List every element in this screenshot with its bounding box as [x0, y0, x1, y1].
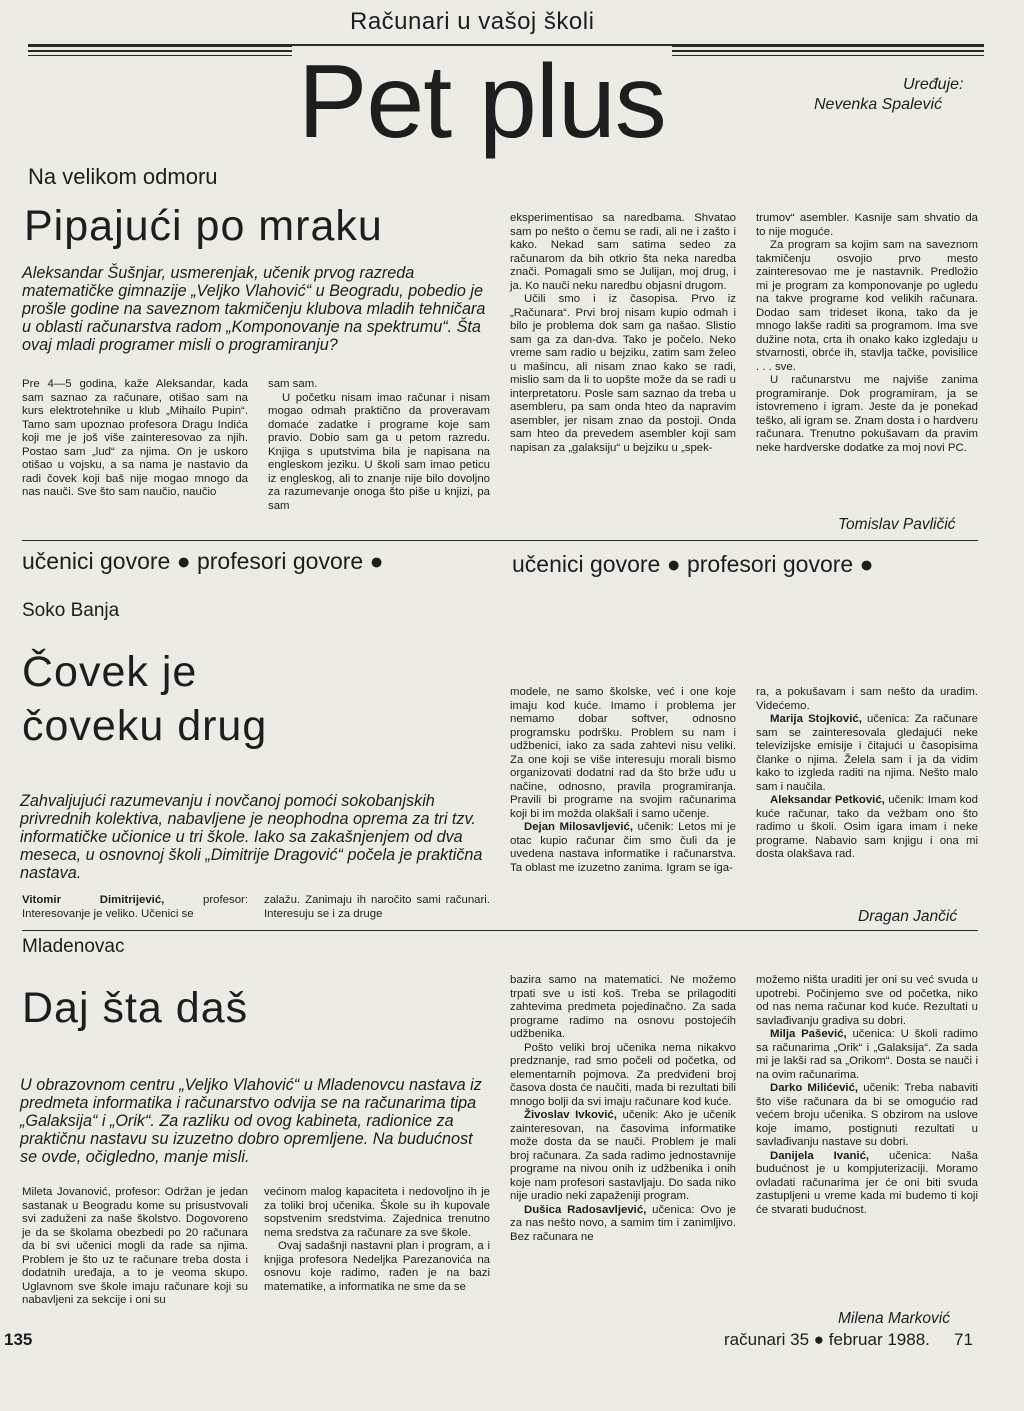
paragraph: Dejan Milosavljević, učenik: Letos mi je otac kupio računar čim smo čuli da je uvedena nastava informatike i računarstva. Ta oblast me izuzetno zanima. Igram se iga- [510, 821, 736, 874]
paragraph: bazira samo na matematici. Ne možemo trpati sve u isti koš. Treba se prilagoditi zahtevima predmeta pojedinačno. Za sada programe radimo na osnovu postojećih udžbenika. [510, 974, 736, 1040]
article1-kicker: Na velikom odmoru [28, 164, 218, 189]
speaker-name: Darko Milićević, [770, 1082, 859, 1094]
article2-title-line2: čoveku drug [22, 702, 268, 750]
article2-col3 [510, 686, 736, 875]
paragraph: zalažu. Zanimaju ih naročito sami računari. Interesuju se i za druge [264, 894, 490, 920]
speaker-name: Vitomir Dimitrijević, [22, 894, 165, 906]
article2-col2 [264, 894, 490, 921]
paragraph: Danijela Ivanić, učenica: Naša budućnost je u kompjuterizaciji. Moramo ovladati računarima jer će oni biti svuda zastupljeni u vreme kada mi budemo ti koji će stvarati budućnost. [756, 1149, 978, 1216]
article3-author: Milena Marković [838, 1310, 950, 1327]
paragraph: eksperimentisao sa naredbama. Shvatao sam po nešto o čemu se radi, ali ne i zašto i kako. Nekad sam satima sedeo za računarom da bih otkrio šta neka naredba znači. Pomagali smo se Julijan, moj drug, i ja. Ko nauči neku naredbu objasni drugom. [510, 212, 736, 292]
paragraph: U računarstvu me najviše zanima programiranje. Dok programiram, ja se istovremeno i igram. Jeste da je ponekad teško, ali igram se. Znam dosta i o hardveru računara. Trenutno pokušavam da pravim neke hardverske dodatke za moj novi PC. [756, 374, 978, 454]
banner-left: učenici govore ● profesori govore ● [22, 548, 384, 574]
article2-author: Dragan Jančić [858, 908, 958, 925]
article3-lead: U obrazovnom centru „Veljko Vlahović“ u Mladenovcu nastava iz predmeta informatika i računarstvo odvija se na računarima tipa „Galaksija“ i „Orik“. Za razliku od ovog kabineta, radionice za praktičnu nastavu su izuzetno dobro opremljene. Na budućnost se ovde, očigledno, manje misli. [20, 1076, 482, 1166]
article2-kicker: Soko Banja [22, 600, 120, 621]
article3-rule [22, 930, 978, 931]
article3-title: Daj šta daš [22, 984, 249, 1032]
article1-col3 [510, 212, 736, 455]
article3-col4 [756, 974, 978, 1217]
paragraph: Dušica Radosavljević, učenica: Ovo je za nas nešto novo, a samim tim i zanimljivo. Bez računara ne [510, 1203, 736, 1243]
speaker-name: Marija Stojković, [770, 713, 862, 725]
speaker-name: Milja Pašević, [770, 1028, 847, 1040]
article1-lead: Aleksandar Šušnjar, usmerenjak, učenik prvog razreda matematičke gimnazije „Veljko Vlahović“ u Beogradu, pobedio je prošle godine na saveznom takmičenju klubova mladih tehničara u oblasti računarstva radom „Komponovanje na spektrumu“. Šta ovaj mladi programer misli o programiranju? [22, 264, 486, 354]
editor-label: Uređuje: [903, 76, 964, 93]
paragraph: Vitomir Dimitrijević, profesor: Interesovanje je veliko. Učenici se [22, 894, 248, 920]
paragraph: sam sam. [268, 378, 318, 390]
editor-name: Nevenka Spalević [814, 96, 943, 113]
speaker-name: Danijela Ivanić, [770, 1149, 870, 1162]
paragraph: Za program sa kojim sam na saveznom takmičenju osvojio prvo mesto zainteresovao me je nastavnik. Predložio mi je program za komponovanje po ugledu na takve programe kod velikih računara. Dodao sam trideset ikona, tako da je mnogo lakše raditi sa programom. Ima sve dužine nota, crta ih onako kako izgledaju u stvarnosti, obrće ih, stavlja tačke, povisilice . . . sve. [756, 239, 978, 373]
article1-title: Pipajući po mraku [24, 202, 383, 250]
paragraph: Pre 4—5 godina, kaže Aleksandar, kada sam saznao za računare, otišao sam na kurs elektrotehnike u klub „Mihailo Pupin“. Tamo sam upoznao profesora Dragu Indića koji me je još više zainteresovao za njih. Postao sam „lud“ za njima. On je uskoro otišao u vojsku, a sa nama je nastavio da radi čovek koji baš nije mogao mnogo da nas nauči. Sve što sam naučio, naučio [22, 378, 248, 498]
paragraph: Pošto veliki broj učenika nema nikakvo predznanje, rad smo počeli od početka, od elementarnih pojmova. Za predviđeni broj časova dosta će naučiti, mada bi rezultati bili mnogo bolji da svi imaju računare kod kuće. [510, 1041, 736, 1108]
paragraph: ra, a pokušavam i sam nešto da uradim. Videćemo. [756, 686, 978, 712]
paragraph: Darko Milićević, učenik: Treba nabaviti što više računara da bi se omogućio rad većem broju učenika. S obzirom na uslove koje imamo, postignuti rezultati u savlađivanju nastave su dobri. [756, 1082, 978, 1148]
paragraph: Mileta Jovanović, profesor: Održan je jedan sastanak u Beogradu kome su prisustvovali svi zaduženi za naše školstvo. Dogovoreno je da se školama obezbedi po 20 računara da bi svi učenici mogli da rade sa njima. Problem je što uz te računare treba dosta i dodatnih uređaja, a to je veoma skupo. Uglavnom sve škole imaju računare koji su nabavljeni za sekcije i oni su [22, 1186, 248, 1306]
page-number-left: 135 [4, 1330, 33, 1349]
logo-pet-plus: Pet plus [292, 46, 672, 158]
speaker-name: Aleksandar Petković, [770, 794, 885, 806]
article1-col4 [756, 212, 978, 455]
page-number-right: 71 [954, 1330, 973, 1349]
article3-col1 [22, 1186, 248, 1308]
banner-rule-top [22, 540, 978, 541]
section-title: Računari u vašoj školi [350, 8, 595, 35]
paragraph: Marija Stojković, učenica: Za računare sam se zainteresovala gledajući neke televizijske emisije i čitajući u časopisima članke o njima. Želela sam i ja da vidim kako to izgleda raditi na njima. Nešto malo sam i naučila. [756, 713, 978, 793]
article1-col2 [268, 378, 490, 513]
article1-author: Tomislav Pavličić [838, 516, 956, 533]
article3-col2 [264, 1186, 490, 1294]
paragraph: možemo ništa uraditi jer oni su već svuda u upotrebi. Počinjemo sve od početka, niko od nas nema računar kod kuće. Rezultati u savlađivanju gradiva su dobri. [756, 974, 978, 1027]
paragraph: Milja Pašević, učenica: U školi radimo sa računarima „Orik“ i „Galaksija“. Za sada mi je lakši rad sa „Orikom“. Dosta se nauči i na ovim računarima. [756, 1028, 978, 1081]
article2-col1 [22, 894, 248, 921]
article3-kicker: Mladenovac [22, 936, 125, 957]
paragraph: Ovaj sadašnji nastavni plan i program, a i knjiga profesora Nedeljka Parezanovića na osnovu koje radimo, rađen je na bazi matematike, a informatika ne sme da se [264, 1240, 490, 1293]
paragraph: modele, ne samo školske, već i one koje imaju kod kuće. Imamo i problema jer nemamo dobar softver, odnosno programsku podršku. Problem su nam i udžbenici, iako za sada zahtevi nisu veliki. Za one koji se više interesuju morali bismo organizovati dodatni rad da što brže uđu u načine, odnosno, pravila programiranja. Pravili bi programe na svojim računarima koji bi im možda olakšali i samo učenje. [510, 686, 736, 820]
paragraph: većinom malog kapaciteta i nedovoljno ih je za toliki broj učenika. Škole su ih kupovale sopstvenim sredstvima. Zajednica trenutno nema sredstva za računare za sve škole. [264, 1186, 490, 1239]
paragraph: U početku nisam imao računar i nisam mogao odmah praktično da proveravam domaće zadatke i programe koje sam pravio. Dobio sam ga u petom razredu. Knjiga s uputstvima bila je napisana na engleskom jeziku. U školi sam imao peticu iz engleskog, ali to znanje nije bilo dovoljno za razumevanje onoga što piše u knjizi, pa sam [268, 391, 490, 512]
issue-info: računari 35 ● februar 1988. [724, 1330, 930, 1349]
banner-right: učenici govore ● profesori govore ● [512, 551, 874, 577]
article3-col3 [510, 974, 736, 1244]
paragraph: Aleksandar Petković, učenik: Imam kod kuće računar, tako da vežbam ono što radimo u školi. Osim igara imam i neke programe. Nabavio sam knjigu i ona mi dosta olakšava rad. [756, 794, 978, 860]
paragraph: Učili smo i iz časopisa. Prvo iz „Računara“. Prvi broj nisam kupio odmah i bilo je problema dok sam ga našao. Slistio sam ga za dan-dva. Tako je počelo. Neko vreme sam radio u bejziku, zatim sam želeo u mašincu, ali nisam znao kako se radi, mislio sam da li to uopšte može da se radi u interpretatoru. Posle sam saznao da treba u asembleru, pa sam onda hteo da napravim asembler, jer nisam znao da postoji. Onda sam hteo da prevedem asembler koji sam napisan za „galaksiju“ u bejziku u „spek- [510, 293, 736, 454]
article2-lead: Zahvaljujući razumevanju i novčanoj pomoći sokobanjskih privrednih kolektiva, nabavljene je neophodna oprema za tri tzv. informatičke učionice u tri škole. Iako sa zakašnjenjem od dva meseca, u osnovnoj školi „Dimitrije Dragović“ počela je praktična nastava. [20, 792, 483, 882]
speaker-name: Živoslav Ivković, [524, 1109, 617, 1121]
speaker-name: Dušica Radosavljević, [524, 1203, 647, 1216]
article1-col1 [22, 378, 248, 500]
paragraph: Živoslav Ivković, učenik: Ako je učenik zainteresovan, na časovima informatike može dosta da se nauči. Problem je mali broj računara. Za sada radimo jednostavnije programe na nivou onih iz udžbenika i onih koje nam profesori sastavljaju. Do sada niko nije uradio neki zapaženiji program. [510, 1109, 737, 1202]
article2-title-line1: Čovek je [22, 648, 198, 696]
article2-col4 [756, 686, 978, 862]
speaker-name: Dejan Milosavljević, [524, 821, 633, 833]
paragraph: trumov“ asembler. Kasnije sam shvatio da to nije moguće. [756, 212, 978, 238]
